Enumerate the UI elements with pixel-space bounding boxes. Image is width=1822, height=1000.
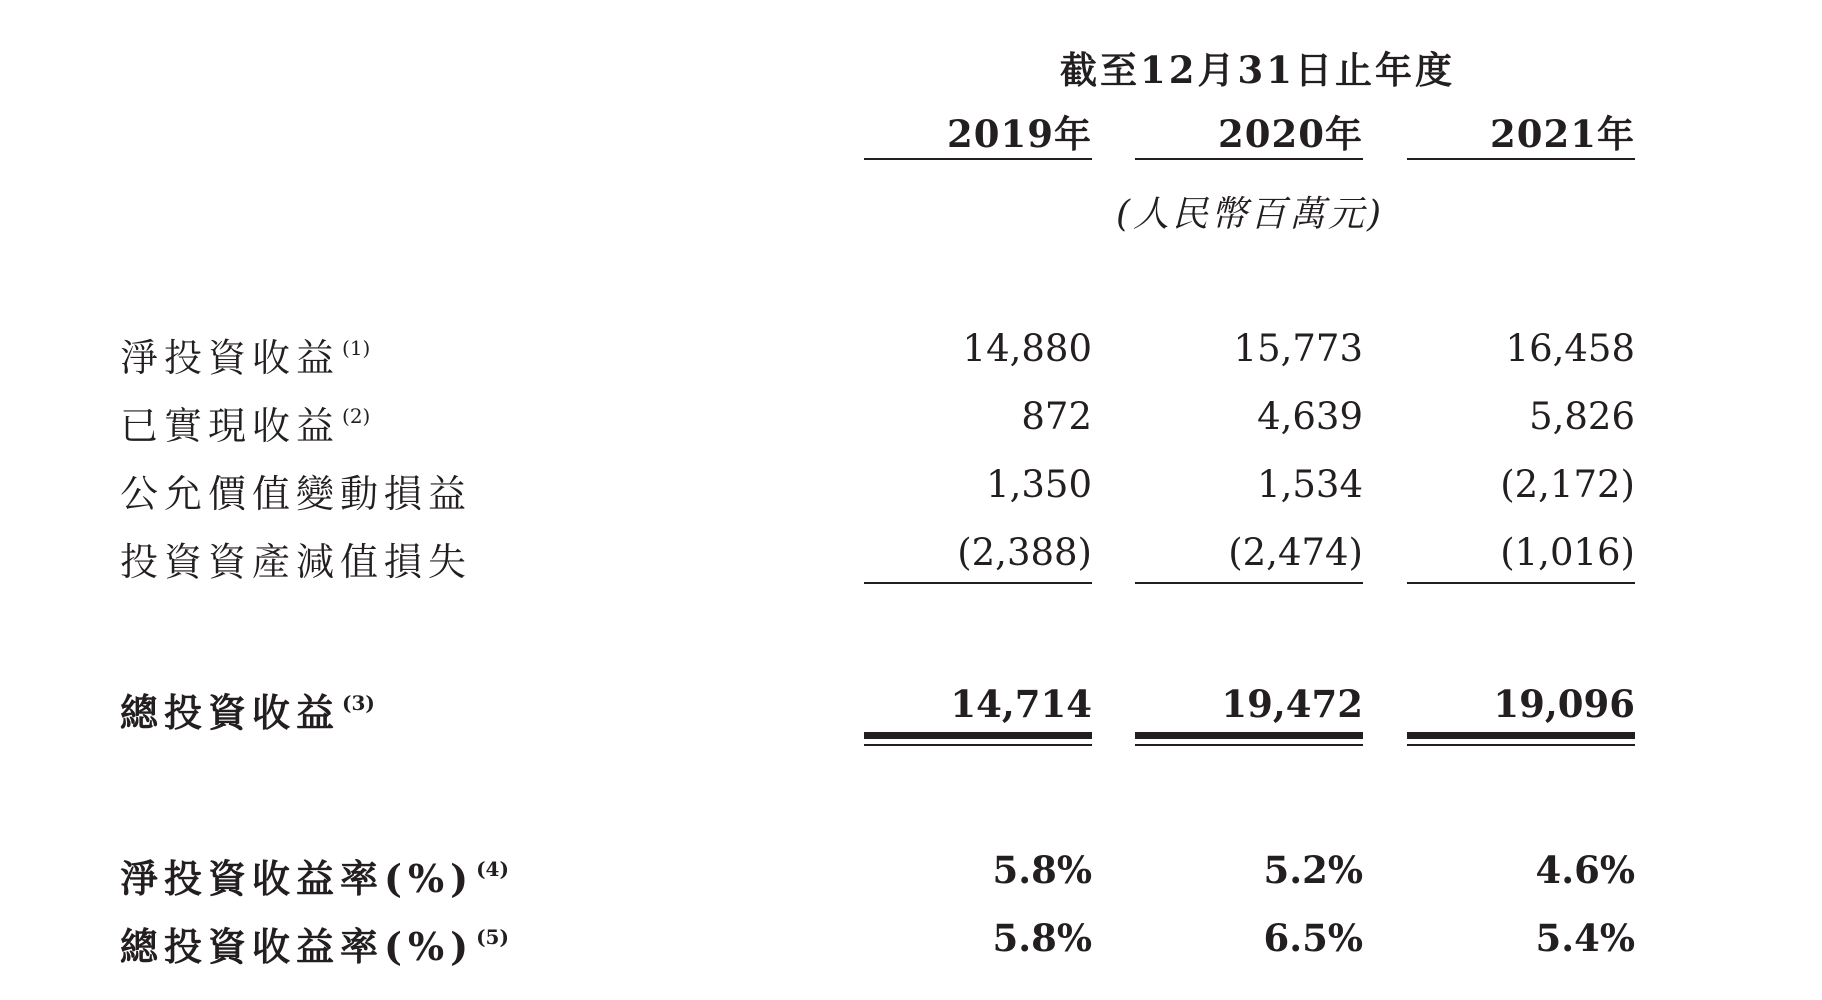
header-underline-2019: [864, 158, 1092, 160]
header-underline-2020: [1135, 158, 1363, 160]
ratio-value: 6.5%: [1263, 916, 1363, 960]
footnote-marker: (1): [342, 336, 371, 360]
total-double-rule-2019: [864, 744, 1092, 746]
subtotal-rule-2021: [1407, 582, 1635, 584]
cell-value: 4,639: [1257, 395, 1363, 438]
cell-value: (2,388): [957, 531, 1092, 574]
year-header-2021: 2021年: [1490, 112, 1635, 156]
cell-value: (2,172): [1500, 463, 1635, 506]
total-double-rule-2020: [1135, 744, 1363, 746]
total-double-rule-2021: [1407, 732, 1635, 739]
cell-value: 14,880: [962, 327, 1092, 370]
unit-label: (人民幣百萬元): [1115, 194, 1385, 235]
footnote-marker: (4): [476, 857, 509, 881]
row-label-impairment-losses: 投資資產減值損失: [120, 540, 473, 584]
ratio-value: 5.8%: [992, 848, 1092, 892]
cell-value: (2,474): [1228, 531, 1363, 574]
cell-value: 16,458: [1505, 327, 1635, 370]
row-label-net-investment-income: [120, 327, 370, 382]
period-heading: 截至12月31日止年度: [1060, 48, 1455, 92]
total-value: 19,472: [1221, 682, 1363, 726]
row-label-text: 已實現收益: [120, 404, 341, 448]
cell-value: 872: [1021, 395, 1092, 438]
row-label-total-yield: [120, 916, 509, 971]
total-double-rule-2020: [1135, 732, 1363, 739]
subtotal-rule-2019: [864, 582, 1092, 584]
footnote-marker: (2): [342, 404, 371, 428]
row-label-net-yield: [120, 848, 509, 903]
total-double-rule-2019: [864, 732, 1092, 739]
row-label-text: 淨投資收益率(%): [120, 856, 475, 901]
row-label-text: 淨投資收益: [120, 336, 341, 380]
ratio-value: 5.2%: [1263, 848, 1363, 892]
row-label-total-investment-income: [120, 682, 375, 737]
row-label-fair-value-changes: 公允價值變動損益: [120, 472, 473, 516]
row-label-text: 總投資收益率(%): [120, 924, 475, 969]
total-double-rule-2021: [1407, 744, 1635, 746]
subtotal-rule-2020: [1135, 582, 1363, 584]
footnote-marker: (3): [342, 691, 375, 715]
cell-value: 1,534: [1257, 463, 1363, 506]
ratio-value: 5.8%: [992, 916, 1092, 960]
total-value: 19,096: [1493, 682, 1635, 726]
cell-value: 1,350: [986, 463, 1092, 506]
total-value: 14,714: [950, 682, 1092, 726]
cell-value: 15,773: [1233, 327, 1363, 370]
ratio-value: 5.4%: [1535, 916, 1635, 960]
year-header-2019: 2019年: [947, 112, 1092, 156]
row-label-text: 總投資收益: [120, 690, 341, 735]
ratio-value: 4.6%: [1535, 848, 1635, 892]
cell-value: (1,016): [1500, 531, 1635, 574]
row-label-realized-gains: [120, 395, 370, 450]
year-header-2020: 2020年: [1218, 112, 1363, 156]
cell-value: 5,826: [1529, 395, 1635, 438]
footnote-marker: (5): [476, 925, 509, 949]
header-underline-2021: [1407, 158, 1635, 160]
